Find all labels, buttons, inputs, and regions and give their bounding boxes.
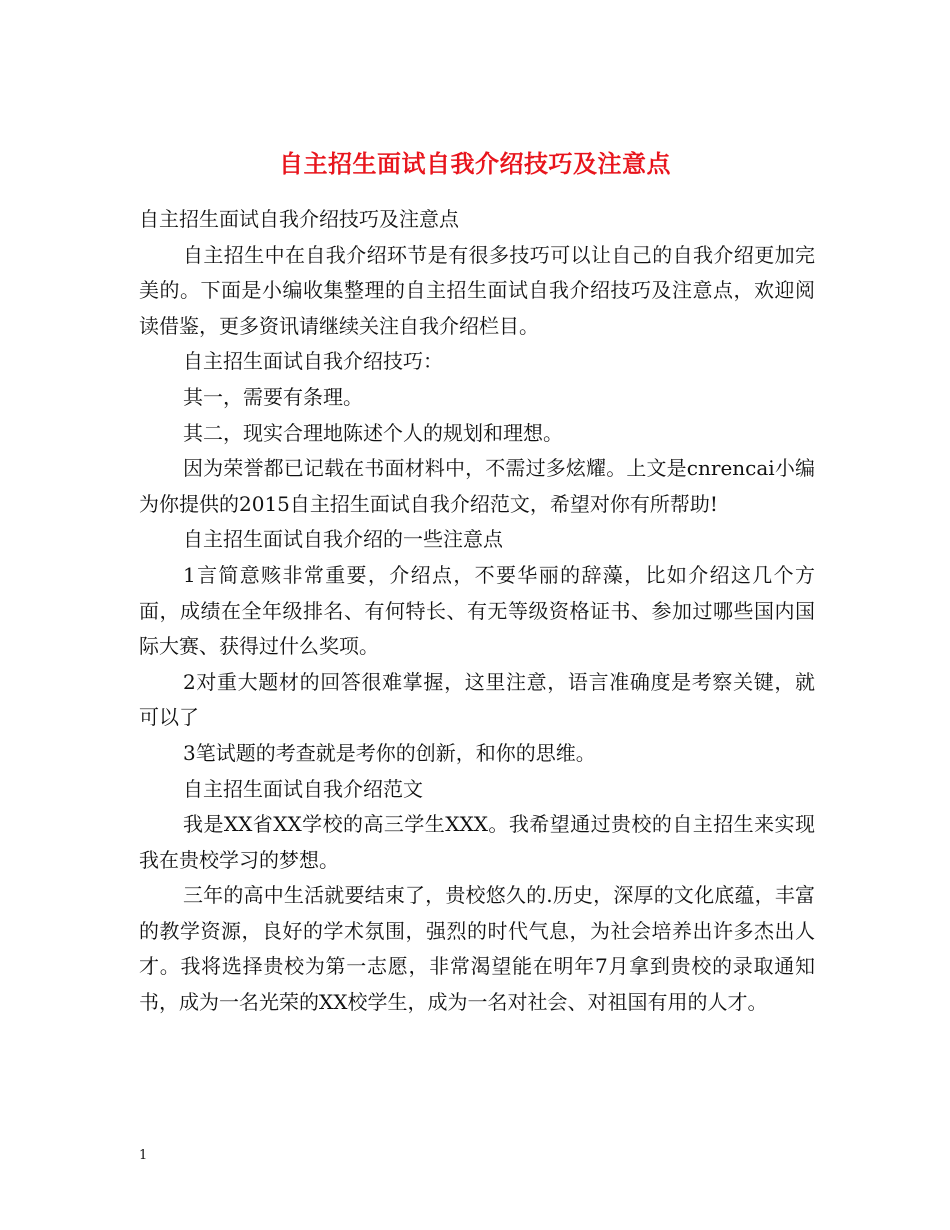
paragraph-note-3: 3笔试题的考查就是考你的创新，和你的思维。 xyxy=(183,740,596,765)
paragraph-note-2: 2对重大题材的回答很难掌握，这里注意，语言准确度是考察关键，就可以了 xyxy=(139,669,815,730)
page-number: 1 xyxy=(139,1148,148,1163)
paragraph-tips-heading: 自主招生面试自我介绍技巧： xyxy=(183,349,443,374)
paragraph-sample-1: 我是XX省XX学校的高三学生XXX。我希望通过贵校的自主招生来实现我在贵校学习的梦想。 xyxy=(139,812,815,872)
paragraph-sample-2: 三年的高中生活就要结束了，贵校悠久的.历史，深厚的文化底蕴，丰富的教学资源，良好的学术氛围，强烈的时代气息，为社会培养出许多杰出人才。我将选择贵校为第一志愿，非常渴望能在明年7月拿到贵校的录取通知书，成为一名光荣的XX校学生，成为一名对社会、对祖国有用的人才。 xyxy=(139,883,815,1015)
paragraph-intro: 自主招生中在自我介绍环节是有很多技巧可以让自己的自我介绍更加完美的。下面是小编收集整理的自主招生面试自我介绍技巧及注意点，欢迎阅读借鉴，更多资讯请继续关注自我介绍栏目。 xyxy=(139,242,815,338)
document-body xyxy=(139,202,815,1021)
paragraph-tip-1: 其一，需要有条理。 xyxy=(183,384,363,409)
paragraph-honors: 因为荣誉都已记载在书面材料中，不需过多炫耀。上文是cnrencai小编为你提供的2015自主招生面试自我介绍范文，希望对你有所帮助! xyxy=(139,456,815,516)
paragraph-notes-heading: 自主招生面试自我介绍的一些注意点 xyxy=(183,527,503,552)
paragraph-note-1: 1言简意赅非常重要，介绍点，不要华丽的辞藻，比如介绍这几个方面，成绩在全年级排名、有何特长、有无等级资格证书、参加过哪些国内国际大赛、获得过什么奖项。 xyxy=(139,562,815,659)
paragraph-subtitle: 自主招生面试自我介绍技巧及注意点 xyxy=(139,207,459,231)
document-title: 自主招生面试自我介绍技巧及注意点 xyxy=(279,149,671,179)
paragraph-tip-2: 其二，现实合理地陈述个人的规划和理想。 xyxy=(183,420,563,445)
paragraph-sample-heading: 自主招生面试自我介绍范文 xyxy=(183,776,423,801)
